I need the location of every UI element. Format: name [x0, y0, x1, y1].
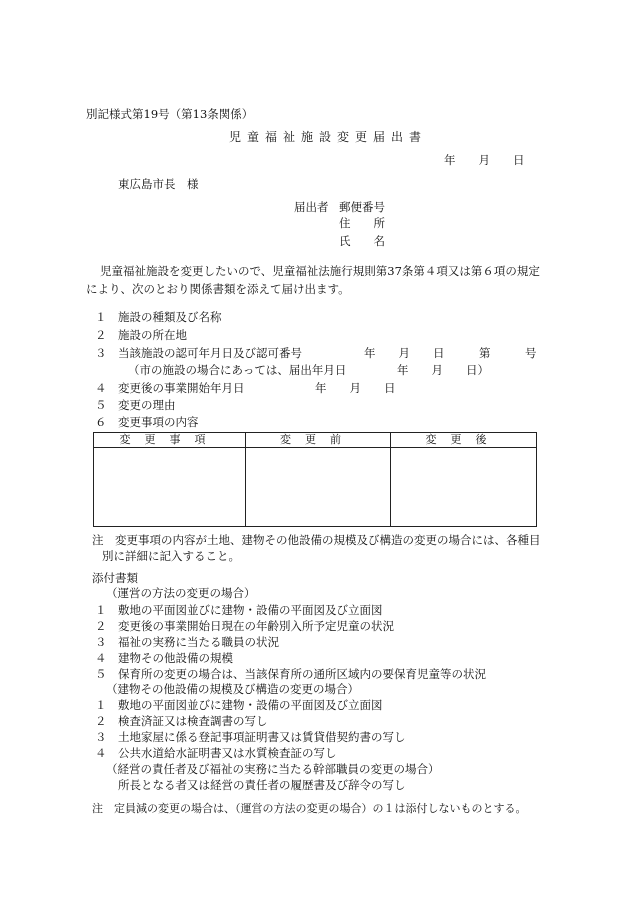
attachment-num: １ — [95, 698, 107, 712]
item-suffix: 年 月 日 — [315, 381, 396, 395]
intro-line-2: により、次のとおり関係書類を添えて届け出ます。 — [86, 282, 350, 296]
attachments-group-2-title: （建物その他設備の規模及び構造の変更の場合） — [106, 682, 359, 696]
table-header-divider — [94, 447, 536, 448]
attachment-text: 検査済証又は検査調書の写し — [118, 714, 268, 728]
attachment-text: 保育所の変更の場合は、当該保育所の通所区域内の要保育児童等の状況 — [118, 667, 486, 681]
attachment-text: 公共水道給水証明書又は水質検査証の写し — [118, 746, 337, 760]
item-num: ５ — [95, 398, 107, 412]
item-suffix: 年 月 日 第 号 — [364, 346, 537, 360]
attachment-text: 福祉の実務に当たる職員の状況 — [118, 635, 279, 649]
attachment-text: 変更後の事業開始日現在の年齢別入所予定児童の状況 — [118, 619, 394, 633]
applicant-label: 届出者 — [294, 200, 329, 214]
attachment-num: ２ — [95, 714, 107, 728]
addressee: 東広島市長 様 — [118, 177, 199, 191]
attachment-num: ４ — [95, 651, 107, 665]
page-title: 児童福祉施設変更届出書 — [229, 130, 428, 144]
attachment-num: ５ — [95, 667, 107, 681]
intro-line-1: 児童福祉施設を変更したいので、児童福祉法施行規則第37条第４項又は第６項の規定 — [100, 264, 540, 278]
date-line: 年 月 日 — [444, 153, 525, 167]
form-label: 別記様式第19号（第13条関係） — [86, 107, 254, 121]
attachment-num: ２ — [95, 619, 107, 633]
attachment-text: 敷地の平面図並びに建物・設備の平面図及び立面図 — [118, 603, 383, 617]
item-num: ４ — [95, 381, 107, 395]
item-text: 当該施設の認可年月日及び認可番号 — [118, 346, 302, 360]
attachments-heading: 添付書類 — [92, 571, 138, 585]
table-header-change-item: 変更事項 — [119, 433, 220, 446]
item-text: 施設の種類及び名称 — [118, 310, 222, 324]
table-header-after: 変更後 — [425, 433, 501, 446]
attachment-text: 建物その他設備の規模 — [118, 651, 233, 665]
attachments-group-3-text: 所長となる者又は経営の責任者の履歴書及び辞令の写し — [118, 778, 406, 792]
table-header-before: 変更前 — [280, 433, 355, 446]
note-1-line-2: 別に詳細に記入すること。 — [102, 549, 240, 563]
attachment-num: １ — [95, 603, 107, 617]
attachment-num: ３ — [95, 730, 107, 744]
attachment-text: 敷地の平面図並びに建物・設備の平面図及び立面図 — [118, 698, 383, 712]
note-1-line-1: 注 変更事項の内容が土地、建物その他設備の規模及び構造の変更の場合には、各種目 — [92, 533, 541, 547]
attachment-num: ３ — [95, 635, 107, 649]
item-text: 変更事項の内容 — [118, 415, 199, 429]
item-num: ３ — [95, 346, 107, 360]
name-label: 氏 名 — [339, 234, 385, 248]
address-label: 住 所 — [339, 216, 385, 230]
item-suffix: 年 月 日） — [397, 363, 489, 377]
item-num: １ — [95, 310, 107, 324]
item-num: ６ — [95, 415, 107, 429]
item-num: ２ — [95, 328, 107, 342]
attachment-text: 土地家屋に係る登記事項証明書又は賃貸借契約書の写し — [118, 730, 406, 744]
changes-table — [93, 432, 537, 527]
item-text: 施設の所在地 — [118, 328, 187, 342]
attachments-group-1-title: （運営の方法の変更の場合） — [106, 586, 256, 600]
item-text: 変更後の事業開始年月日 — [118, 381, 245, 395]
attachment-num: ４ — [95, 746, 107, 760]
attachments-group-3-title: （経営の責任者及び福祉の実務に当たる幹部職員の変更の場合） — [106, 762, 440, 776]
postal-code-label: 郵便番号 — [339, 200, 385, 214]
item-text: 変更の理由 — [118, 398, 176, 412]
note-2: 注 定員減の変更の場合は、（運営の方法の変更の場合）の１は添付しないものとする。 — [92, 802, 527, 815]
item-text: （市の施設の場合にあっては、届出年月日 — [128, 363, 347, 377]
